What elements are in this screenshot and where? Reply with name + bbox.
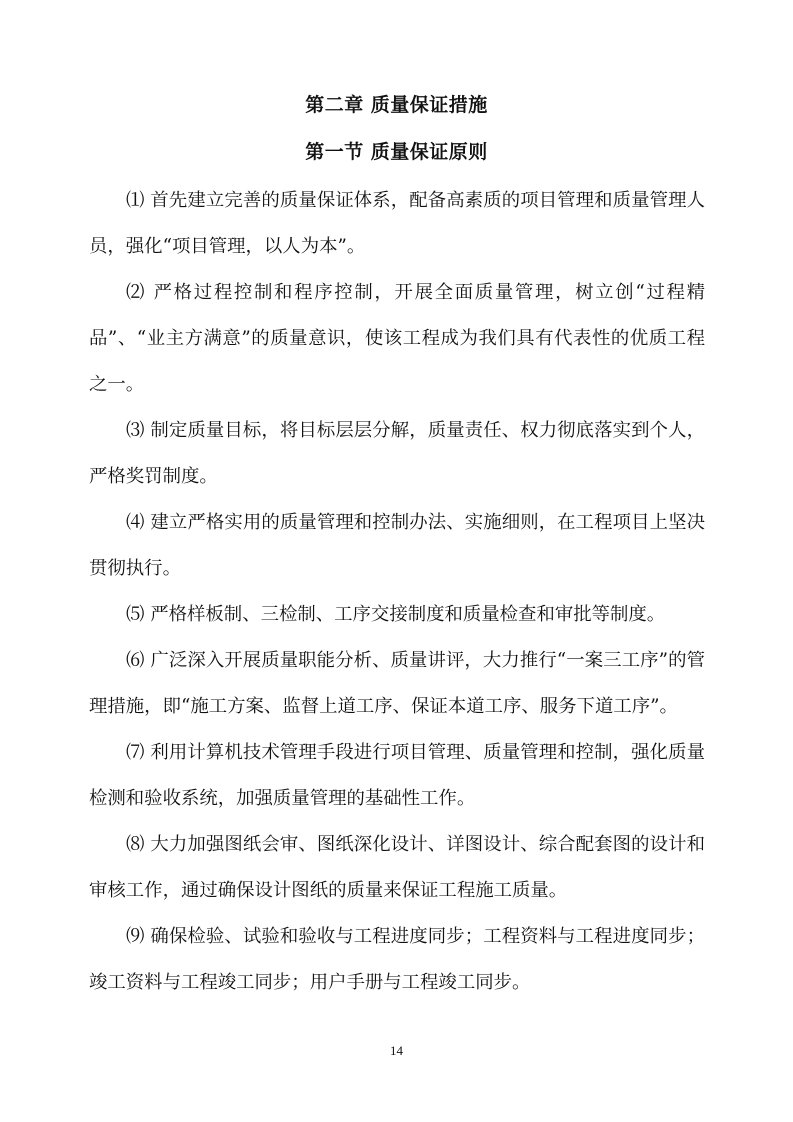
paragraph-7: ⑺ 利用计算机技术管理手段进行项目管理、质量管理和控制，强化质量检测和验收系统，加强质量管理的基础性工作。 [89, 742, 705, 809]
page-number: 14 [390, 1043, 403, 1058]
section-title: 第一节 质量保证原则 [305, 141, 488, 163]
paragraph-9: ⑼ 确保检验、试验和验收与工程进度同步；工程资料与工程进度同步；竣工资料与工程竣工同步；用户手册与工程竣工同步。 [89, 926, 705, 993]
paragraph-4: ⑷ 建立严格实用的质量管理和控制办法、实施细则，在工程项目上坚决贯彻执行。 [89, 512, 705, 579]
paragraph-1: ⑴ 首先建立完善的质量保证体系，配备高素质的项目管理和质量管理人员，强化“项目管理，以人为本”。 [89, 190, 705, 257]
paragraph-3: ⑶ 制定质量目标，将目标层层分解，质量责任、权力彻底落实到个人，严格奖罚制度。 [89, 420, 705, 487]
document-body [89, 178, 705, 1006]
paragraph-8: ⑻ 大力加强图纸会审、图纸深化设计、详图设计、综合配套图的设计和审核工作，通过确保设计图纸的质量来保证工程施工质量。 [89, 834, 705, 901]
chapter-title: 第二章 质量保证措施 [305, 94, 488, 116]
paragraph-6: ⑹ 广泛深入开展质量职能分析、质量讲评，大力推行“一案三工序”的管理措施，即“施工方案、监督上道工序、保证本道工序、服务下道工序”。 [89, 650, 705, 717]
paragraph-5: ⑸ 严格样板制、三检制、工序交接制度和质量检查和审批等制度。 [126, 604, 666, 625]
paragraph-2: ⑵ 严格过程控制和程序控制，开展全面质量管理，树立创“过程精品”、“业主方满意”的质量意识，使该工程成为我们具有代表性的优质工程之一。 [89, 282, 705, 395]
